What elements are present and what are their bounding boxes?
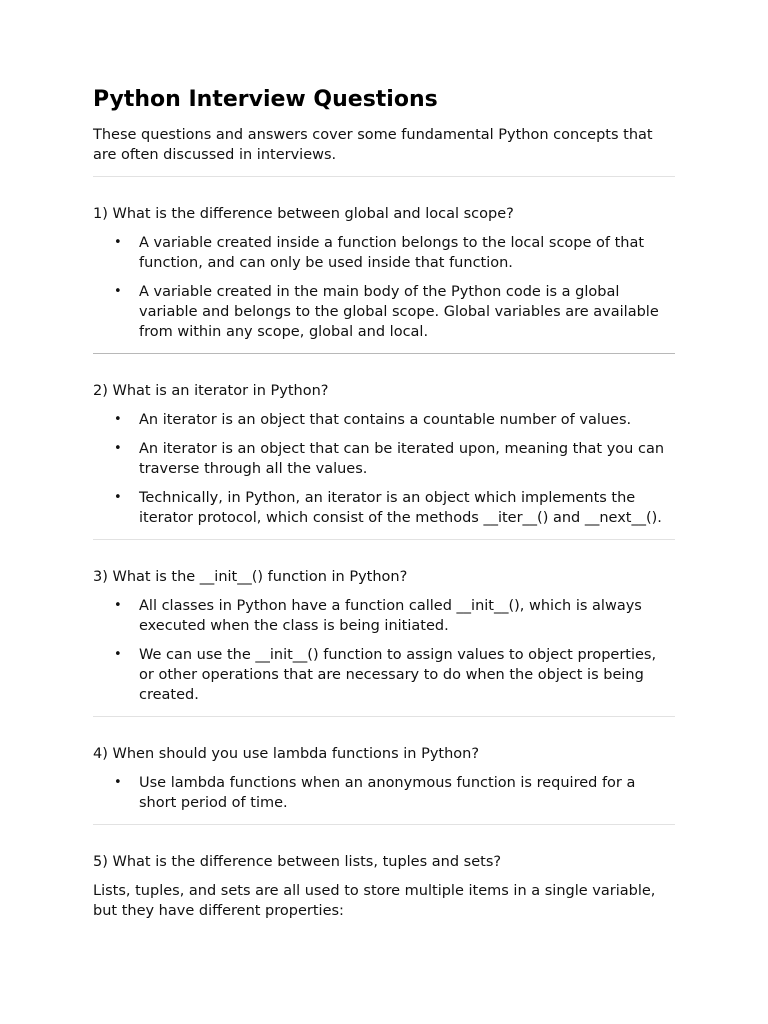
question-section-5 <box>93 825 675 932</box>
answer-list <box>93 596 675 705</box>
answer-item: • An iterator is an object that can be iterated upon, meaning that you can traverse through all the values. <box>93 439 675 479</box>
answer-item: • An iterator is an object that contains a countable number of values. <box>93 410 675 430</box>
document-page <box>93 84 675 932</box>
question-heading: 3) What is the __init__() function in Python? <box>93 569 408 585</box>
answer-item: • A variable created in the main body of the Python code is a global variable and belongs to the global scope. Global variables are available from within any scope, global and local. <box>93 282 675 342</box>
page-title: Python Interview Questions <box>93 87 438 112</box>
question-heading: 1) What is the difference between global and local scope? <box>93 206 514 222</box>
question-section-2 <box>93 354 675 539</box>
question-heading: 4) When should you use lambda functions in Python? <box>93 746 480 762</box>
answer-item: • Technically, in Python, an iterator is an object which implements the iterator protocol, which consist of the methods __iter__() and __next__(). <box>93 488 675 528</box>
answer-item: • A variable created inside a function belongs to the local scope of that function, and can only be used inside that function. <box>93 233 675 273</box>
answer-item: • We can use the __init__() function to assign values to object properties, or other operations that are necessary to do when the object is being created. <box>93 645 675 705</box>
answer-list <box>93 233 675 342</box>
answer-item: • All classes in Python have a function called __init__(), which is always executed when the class is being initiated. <box>93 596 675 636</box>
question-section-4 <box>93 717 675 824</box>
answer-list <box>93 773 675 813</box>
question-heading: 2) What is an iterator in Python? <box>93 383 329 399</box>
intro-paragraph: These questions and answers cover some fundamental Python concepts that are often discussed in interviews. <box>93 127 653 163</box>
answer-paragraph: Lists, tuples, and sets are all used to store multiple items in a single variable, but they have different properties: <box>93 883 656 919</box>
answer-list <box>93 410 675 528</box>
question-heading: 5) What is the difference between lists, tuples and sets? <box>93 854 502 870</box>
answer-item: • Use lambda functions when an anonymous function is required for a short period of time. <box>93 773 675 813</box>
question-section-1 <box>93 177 675 353</box>
question-section-3 <box>93 540 675 716</box>
